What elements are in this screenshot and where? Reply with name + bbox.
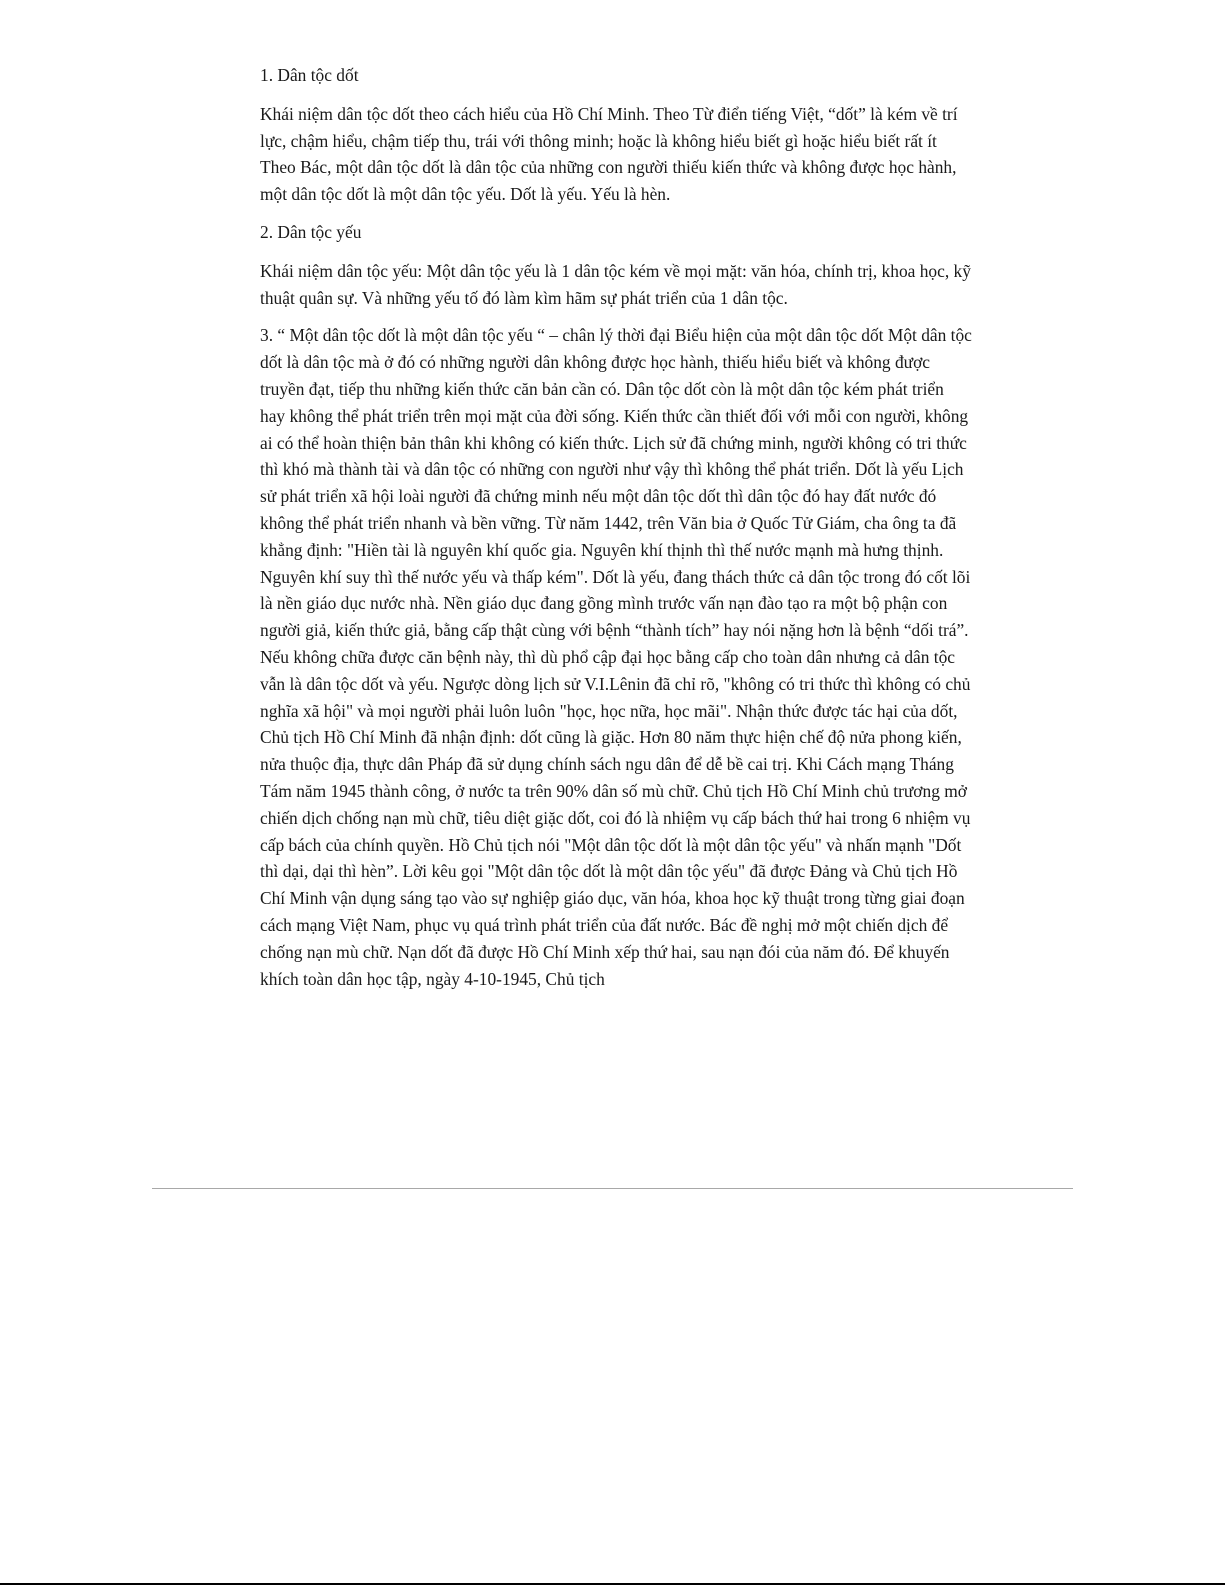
page-divider xyxy=(152,1188,1073,1189)
section-2-heading: 2. Dân tộc yếu xyxy=(260,221,362,242)
document-body xyxy=(260,62,972,992)
section-1-paragraph: Khái niệm dân tộc dốt theo cách hiểu của Hồ Chí Minh. Theo Từ điển tiếng Việt, “dốt” là kém về trí lực, chậm hiểu, chậm tiếp thu, trái với thông minh; hoặc là không hiểu biết gì hoặc hiểu biết rất ít Theo Bác, một dân tộc dốt là dân tộc của những con người thiếu kiến thức và không được học hành, một dân tộc dốt là một dân tộc yếu. Dốt là yếu. Yếu là hèn. xyxy=(260,103,958,205)
section-1-heading: 1. Dân tộc dốt xyxy=(260,65,359,85)
section-3-paragraph: 3. “ Một dân tộc dốt là một dân tộc yếu “ – chân lý thời đại Biểu hiện của một dân tộc dốt Một dân tộc dốt là dân tộc mà ở đó có những người dân không được học hành, thiếu hiểu biết và không được truyền đạt, tiếp thu những kiến thức căn bản cần có. Dân tộc dốt còn là một dân tộc kém phát triển hay không thể phát triển trên mọi mặt của đời sống. Kiến thức cần thiết đối với mỗi con người, không ai có thể hoàn thiện bản thân khi không có kiến thức. Lịch sử đã chứng minh, người không có tri thức thì khó mà thành tài và dân tộc có những con người như vậy thì không thể phát triển. Dốt là yếu Lịch sử phát triển xã hội loài người đã chứng minh nếu một dân tộc dốt thì dân tộc đó hay đất nước đó không thể phát triển nhanh và bền vững. Từ năm 1442, trên Văn bia ở Quốc Tử Giám, cha ông ta đã khẳng định: "Hiền tài là nguyên khí quốc gia. Nguyên khí thịnh thì thế nước mạnh mà hưng thịnh. Nguyên khí suy thì thế nước yếu và thấp kém". Dốt là yếu, đang thách thức cả dân tộc trong đó cốt lõi là nền giáo dục nước nhà. Nền giáo dục đang gồng mình trước vấn nạn đào tạo ra một bộ phận con người giả, kiến thức giả, bằng cấp thật cùng với bệnh “thành tích” hay nói nặng hơn là bệnh “dối trá”. Nếu không chữa được căn bệnh này, thì dù phổ cập đại học bằng cấp cho toàn dân nhưng cả dân tộc vẫn là dân tộc dốt và yếu. Ngược dòng lịch sử V.I.Lênin đã chỉ rõ, "không có tri thức thì không có chủ nghĩa xã hội" và mọi người phải luôn luôn "học, học nữa, học mãi". Nhận thức được tác hại của dốt, Chủ tịch Hồ Chí Minh đã nhận định: dốt cũng là giặc. Hơn 80 năm thực hiện chế độ nửa phong kiến, nửa thuộc địa, thực dân Pháp đã sử dụng chính sách ngu dân để dễ bề cai trị. Khi Cách mạng Tháng Tám năm 1945 thành công, ở nước ta trên 90% dân số mù chữ. Chủ tịch Hồ Chí Minh chủ trương mở chiến dịch chống nạn mù chữ, tiêu diệt giặc dốt, coi đó là nhiệm vụ cấp bách thứ hai trong 6 nhiệm vụ cấp bách của chính quyền. Hồ Chủ tịch nói "Một dân tộc dốt là một dân tộc yếu" và nhấn mạnh "Dốt thì dại, dại thì hèn”. Lời kêu gọi "Một dân tộc dốt là một dân tộc yếu" đã được Đảng và Chủ tịch Hồ Chí Minh vận dụng sáng tạo vào sự nghiệp giáo dục, văn hóa, khoa học kỹ thuật trong từng giai đoạn cách mạng Việt Nam, phục vụ quá trình phát triển của đất nước. Bác đề nghị mở một chiến dịch để chống nạn mù chữ. Nạn dốt đã được Hồ Chí Minh xếp thứ hai, sau nạn đói của năm đó. Để khuyến khích toàn dân học tập, ngày 4-10-1945, Chủ tịch xyxy=(260,325,972,989)
section-2-paragraph: Khái niệm dân tộc yếu: Một dân tộc yếu là 1 dân tộc kém về mọi mặt: văn hóa, chính trị, khoa học, kỹ thuật quân sự. Và những yếu tố đó làm kìm hãm sự phát triển của 1 dân tộc. xyxy=(260,260,971,308)
